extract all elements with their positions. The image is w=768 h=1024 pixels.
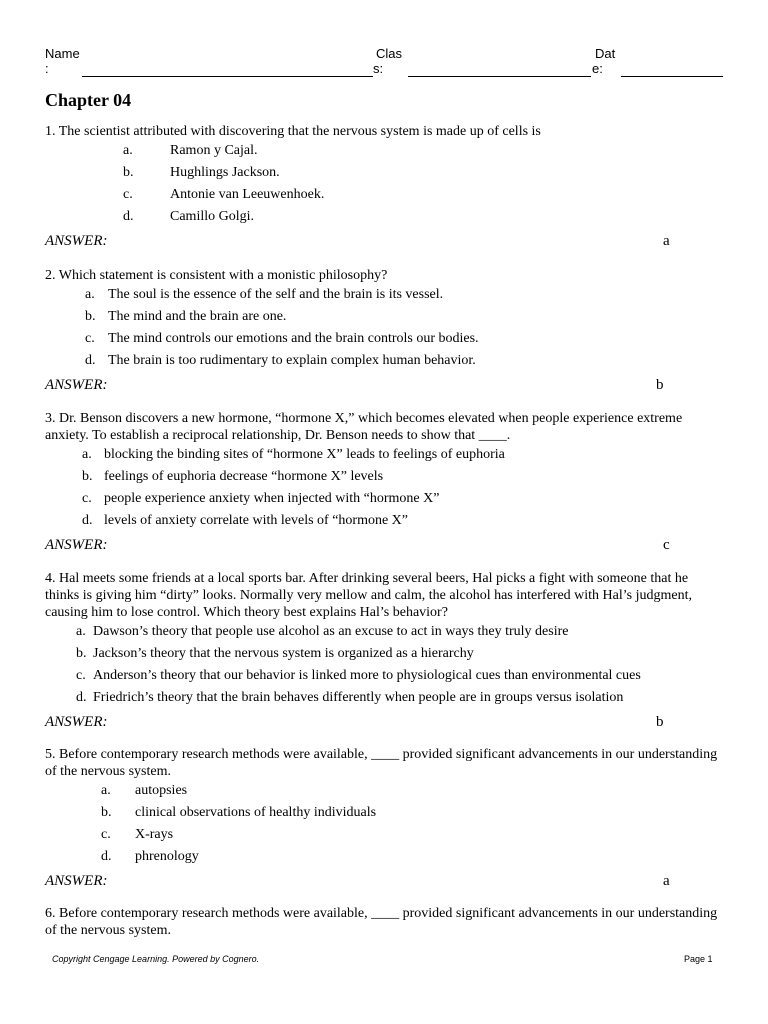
option-a[interactable]: a. The soul is the essence of the self and the brain is its vessel. [85,287,444,302]
answer-value: b [656,377,664,393]
answer-value: a [663,873,670,889]
option-b[interactable]: b. Hughlings Jackson. [123,165,280,180]
footer-page-number: Page 1 [684,954,713,964]
answer-value: a [663,233,670,249]
option-b[interactable]: b. The mind and the brain are one. [85,309,287,324]
class-label: Clas s: [373,46,403,76]
answer-label: ANSWER: [45,377,108,393]
answer-row [45,231,725,251]
option-c[interactable]: c. X-rays [101,827,174,842]
answer-label: ANSWER: [45,714,108,730]
name-field[interactable] [82,76,373,77]
option-c[interactable]: c. Antonie van Leeuwenhoek. [123,187,325,202]
option-d[interactable]: d. Friedrich’s theory that the brain behaves differently when people are in groups versus isolation [76,690,624,705]
question-text: 2. Which statement is consistent with a monistic philosophy? [45,268,388,283]
answer-value: b [656,714,664,730]
option-a[interactable]: a. Dawson’s theory that people use alcohol as an excuse to act in ways they truly desire [76,624,569,639]
option-a[interactable]: a. Ramon y Cajal. [123,143,258,158]
option-c[interactable]: c. Anderson’s theory that our behavior is linked more to physiological cues than environmental cues [76,668,641,683]
question-5 [45,746,725,891]
chapter-title: Chapter 04 [45,90,132,110]
date-field[interactable] [621,76,723,77]
question-3 [45,410,725,555]
option-c[interactable]: c. The mind controls our emotions and the brain controls our bodies. [85,331,479,346]
option-a[interactable]: a. autopsies [101,783,188,798]
footer-copyright: Copyright Cengage Learning. Powered by Cognero. [52,954,260,964]
answer-label: ANSWER: [45,873,108,889]
question-text: 5. Before contemporary research methods were available, ____ provided significant advancements in our understanding of the nervous system. [45,747,718,779]
date-label: Dat e: [592,46,616,76]
answer-value: c [663,537,670,553]
question-text: 4. Hal meets some friends at a local sports bar. After drinking several beers, Hal picks a fight with someone that he thinks is giving him “dirty” looks. Normally very mellow and calm, the alcohol has interfered with Hal’s judgment, causing him to lose control. Which theory best explains Hal’s behavior? [45,571,692,620]
question-1 [45,123,725,251]
option-c[interactable]: c. people experience anxiety when injected with “hormone X” [82,491,440,506]
answer-row [45,712,725,732]
option-b[interactable]: b. feelings of euphoria decrease “hormone X” levels [82,469,384,484]
question-text: 1. The scientist attributed with discovering that the nervous system is made up of cells is [45,124,541,139]
name-label: Name : [45,46,80,76]
option-d[interactable]: d. Camillo Golgi. [123,209,254,224]
class-field[interactable] [408,76,591,77]
option-b[interactable]: b. Jackson’s theory that the nervous system is organized as a hierarchy [76,646,474,661]
answer-label: ANSWER: [45,233,108,249]
question-text: 6. Before contemporary research methods were available, ____ provided significant advancements in our understanding of the nervous system. [45,906,718,938]
answer-row [45,375,725,395]
answer-label: ANSWER: [45,537,108,553]
option-d[interactable]: d. levels of anxiety correlate with levels of “hormone X” [82,513,408,528]
question-6 [45,905,725,939]
option-d[interactable]: d. phrenology [101,849,199,864]
option-b[interactable]: b. clinical observations of healthy individuals [101,805,377,820]
question-text: 3. Dr. Benson discovers a new hormone, “hormone X,” which becomes elevated when people experience extreme anxiety. To establish a reciprocal relationship, Dr. Benson needs to show that ____. [45,411,683,443]
answer-row [45,871,725,891]
option-d[interactable]: d. The brain is too rudimentary to explain complex human behavior. [85,353,476,368]
question-2 [45,267,725,395]
answer-row [45,535,725,555]
option-a[interactable]: a. blocking the binding sites of “hormone X” leads to feelings of euphoria [82,447,505,462]
question-4 [45,570,725,732]
